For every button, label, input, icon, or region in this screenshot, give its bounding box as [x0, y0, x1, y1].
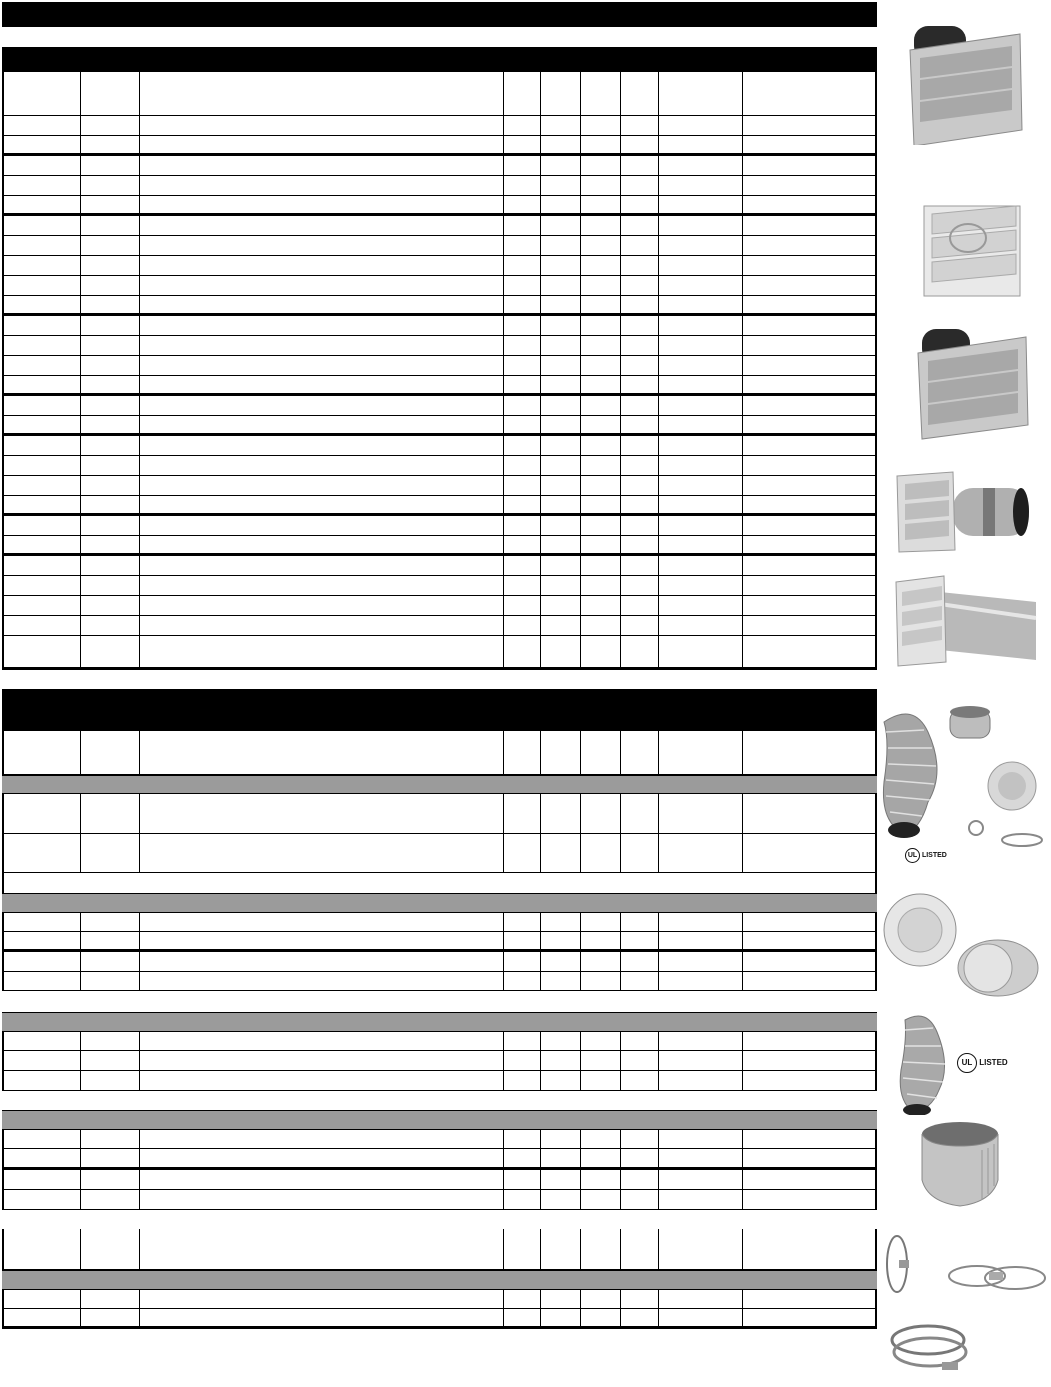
table-row: [2, 176, 877, 196]
table-row: [2, 156, 877, 176]
flex-duct-table: [2, 1012, 877, 1091]
listed-label: LISTED: [921, 852, 947, 859]
page-header-bar: [2, 2, 877, 27]
subsection-bar: [2, 1110, 877, 1130]
table-row: [2, 636, 877, 670]
table-row: [2, 256, 877, 276]
table-row: [2, 972, 877, 991]
table-row: [2, 1309, 877, 1329]
louvered-vent-hood-icon: [910, 325, 1035, 440]
clamp-table: [2, 1229, 877, 1329]
table-row: [2, 416, 877, 436]
table-row: [2, 932, 877, 952]
round-vent-cap-icon: [880, 890, 1050, 1000]
ul-logo: UL: [957, 1053, 977, 1073]
table-row: [2, 496, 877, 516]
vent-hood-table: [2, 72, 877, 670]
table-row: [2, 296, 877, 316]
table-row: [2, 456, 877, 476]
table-row: [2, 1130, 877, 1149]
table-row: [2, 396, 877, 416]
collar-table: [2, 1110, 877, 1210]
vent-hood-with-pipe-icon: [893, 470, 1033, 555]
table-row: [2, 556, 877, 576]
table-row: [2, 196, 877, 216]
table-row: [2, 616, 877, 636]
table-row: [2, 316, 877, 336]
flex-duct-kit-icon: [876, 702, 1051, 852]
table-row: [2, 236, 877, 256]
table-row: [2, 1290, 877, 1309]
table-row: [2, 536, 877, 556]
spacer-row: [2, 873, 877, 894]
table-row: [2, 1051, 877, 1071]
ul-logo: UL: [905, 848, 920, 863]
listed-label: LISTED: [979, 1058, 1008, 1067]
vent-hood-header-row: [2, 72, 877, 116]
vent-hood-with-pipe-icon: [890, 574, 1040, 669]
table-row: [2, 913, 877, 932]
table-row: [2, 1170, 877, 1190]
table-row: [2, 1190, 877, 1210]
dryer-kit-table: [2, 731, 877, 873]
table-row: [2, 476, 877, 496]
subsection-bar: [2, 1012, 877, 1032]
louvered-vent-hood-icon: [900, 20, 1030, 145]
dryer-kit-section-title-bar: [2, 689, 877, 731]
table-row: [2, 376, 877, 396]
flex-duct-icon: [895, 1010, 965, 1115]
ul-listed-badge: [957, 1053, 1008, 1073]
table-row: [2, 834, 877, 873]
table-row: [2, 1149, 877, 1170]
ul-listed-badge: [905, 848, 947, 863]
table-row: [2, 116, 877, 136]
subsection-bar: [2, 775, 877, 794]
table-row: [2, 576, 877, 596]
table-row: [2, 136, 877, 156]
table-row: [2, 952, 877, 972]
table-row: [2, 356, 877, 376]
table-row: [2, 336, 877, 356]
table-row: [2, 1032, 877, 1051]
clamp-header-row: [2, 1229, 877, 1270]
table-row: [2, 436, 877, 456]
table-row: [2, 794, 877, 834]
hose-clamp-icon: [885, 1232, 1050, 1302]
table-row: [2, 596, 877, 616]
vent-cap-table: [2, 893, 877, 991]
vent-hood-with-damper-icon: [920, 200, 1025, 300]
table-row: [2, 1071, 877, 1091]
subsection-bar: [2, 1270, 877, 1290]
subsection-bar: [2, 893, 877, 913]
vent-hood-section-title-bar: [2, 47, 877, 72]
table-row: [2, 516, 877, 536]
table-row: [2, 216, 877, 236]
table-row: [2, 276, 877, 296]
dryer-kit-header-row: [2, 731, 877, 775]
starting-collar-icon: [918, 1120, 1003, 1215]
hose-clamp-icon: [888, 1318, 973, 1383]
